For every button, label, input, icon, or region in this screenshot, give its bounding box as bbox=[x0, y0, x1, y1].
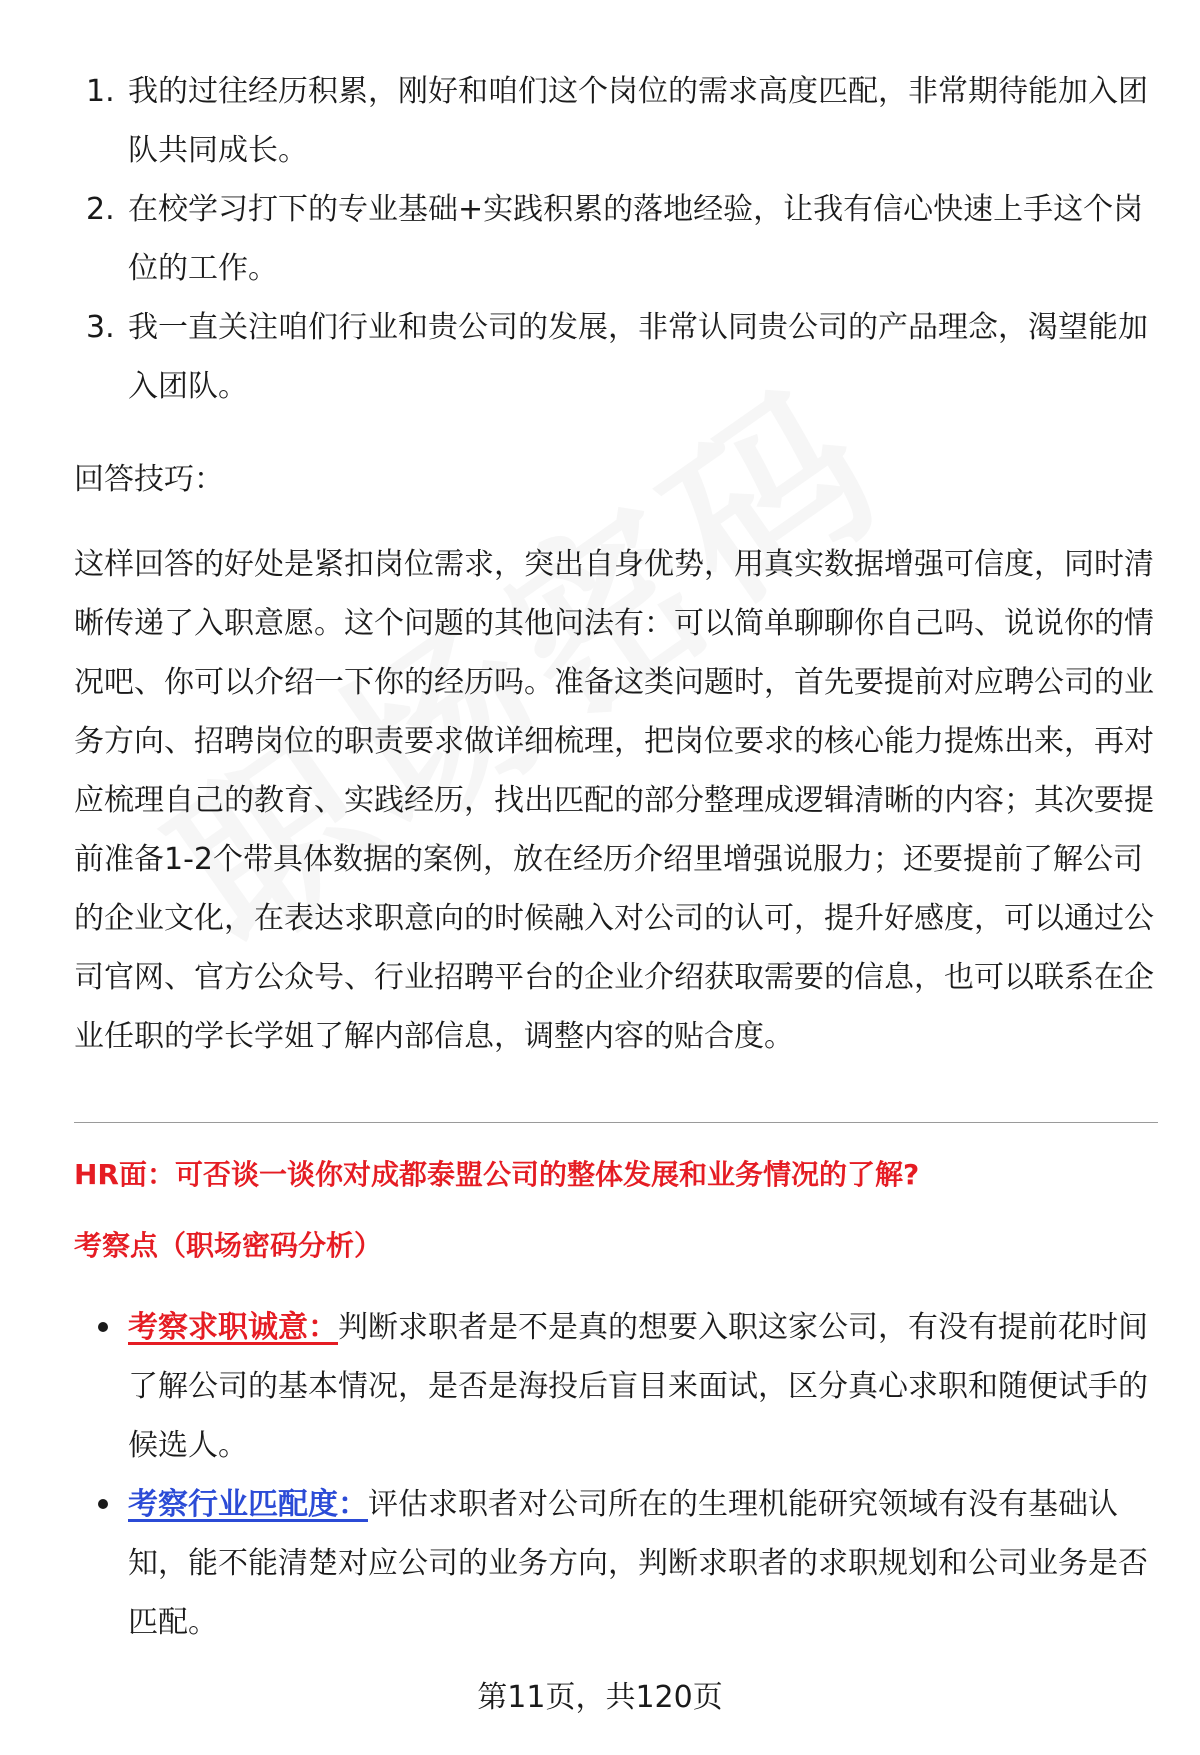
list-item bbox=[74, 180, 1154, 298]
tips-paragraph: 这样回答的好处是紧扣岗位需求，突出自身优势，用真实数据增强可信度，同时清晰传递了入职意愿。这个问题的其他问法有：可以简单聊聊你自己吗、说说你的情况吧、你可以介绍一下你的经历吗。准备这类问题时，首先要提前对应聘公司的业务方向、招聘岗位的职责要求做详细梳理，把岗位要求的核心能力提炼出来，再对应梳理自己的教育、实践经历，找出匹配的部分整理成逻辑清晰的内容；其次要提前准备1-2个带具体数据的案例，放在经历介绍里增强说服力；还要提前了解公司的企业文化，在表达求职意向的时候融入对公司的认可，提升好感度，可以通过公司官网、官方公众号、行业招聘平台的企业介绍获取需要的信息，也可以联系在企业任职的学长学姐了解内部信息，调整内容的贴合度。 bbox=[74, 547, 1154, 1054]
list-text: 我一直关注咱们行业和贵公司的发展，非常认同贵公司的产品理念，渴望能加入团队。 bbox=[128, 310, 1148, 404]
list-number: 2. bbox=[86, 192, 115, 227]
list-item bbox=[74, 1475, 1154, 1652]
analysis-subheading: 考察点（职场密码分析） bbox=[74, 1229, 383, 1262]
list-number: 3. bbox=[86, 310, 115, 345]
list-item bbox=[74, 1298, 1154, 1475]
list-text: 判断求职者是不是真的想要入职这家公司，有没有提前花时间了解公司的基本情况，是否是海投后盲目来面试，区分真心求职和随便试手的候选人。 bbox=[128, 1310, 1148, 1463]
list-item bbox=[74, 298, 1154, 416]
analysis-list bbox=[74, 1298, 1154, 1652]
list-text: 我的过往经历积累，刚好和咱们这个岗位的需求高度匹配，非常期待能加入团队共同成长。 bbox=[128, 74, 1148, 168]
list-text: 评估求职者对公司所在的生理机能研究领域有没有基础认知，能不能清楚对应公司的业务方向，判断求职者的求职规划和公司业务是否匹配。 bbox=[128, 1487, 1148, 1640]
keyword-link[interactable]: 考察行业匹配度： bbox=[128, 1487, 368, 1522]
list-text: 在校学习打下的专业基础+实践积累的落地经验，让我有信心快速上手这个岗位的工作。 bbox=[128, 192, 1144, 286]
section-divider bbox=[74, 1122, 1158, 1123]
list-item bbox=[74, 62, 1154, 180]
page-footer: 第11页，共120页 bbox=[477, 1680, 723, 1715]
bullet-icon bbox=[98, 1322, 108, 1332]
list-number: 1. bbox=[86, 74, 115, 109]
answer-list bbox=[74, 62, 1154, 416]
question-heading: HR面：可否谈一谈你对成都泰盟公司的整体发展和业务情况的了解? bbox=[74, 1158, 920, 1191]
bullet-icon bbox=[98, 1499, 108, 1509]
keyword-link[interactable]: 考察求职诚意： bbox=[128, 1310, 338, 1345]
tips-label: 回答技巧： bbox=[74, 462, 224, 497]
